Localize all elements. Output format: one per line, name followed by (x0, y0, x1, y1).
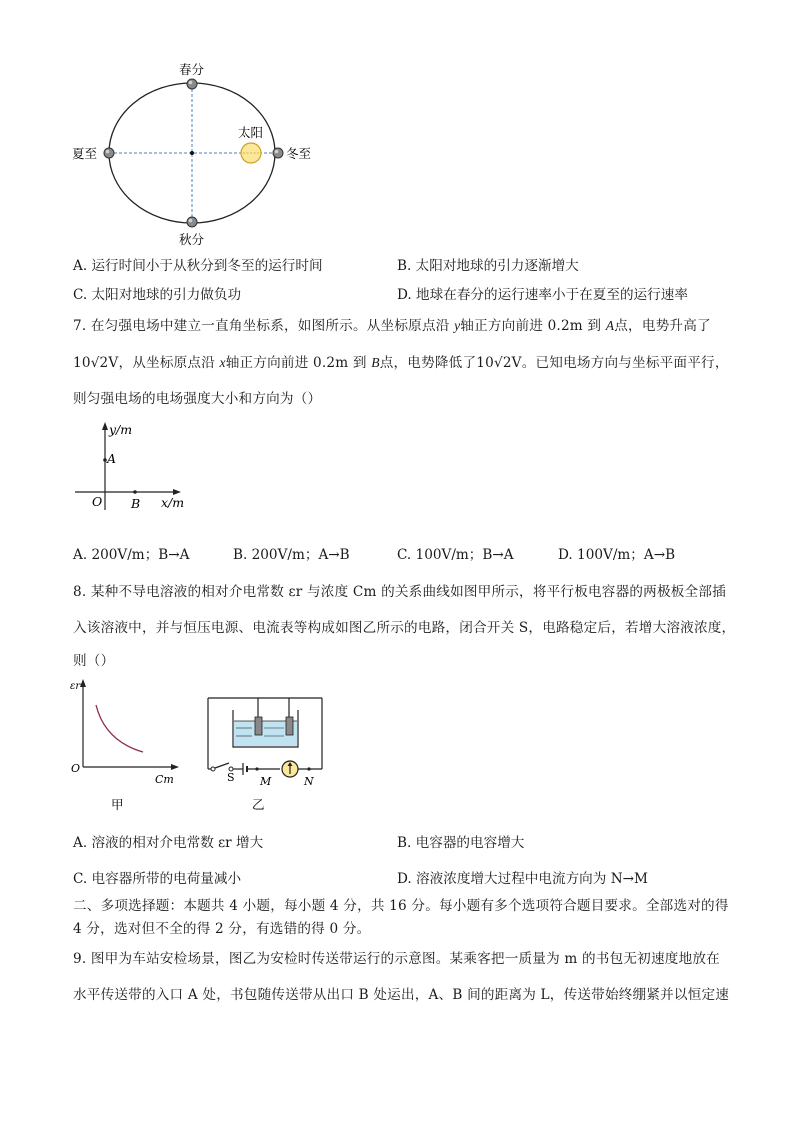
q8-option-c: C. 电容器所带的电荷量减小 (73, 871, 242, 887)
earth-spring-icon (187, 79, 197, 89)
section2-line-2: 4 分，选对但不全的得 2 分，有选错的得 0 分。 (73, 921, 371, 937)
q6-option-c: C. 太阳对地球的引力做负功 (73, 287, 242, 303)
label-sun: 太阳 (238, 125, 264, 140)
label-summer: 夏至 (72, 146, 98, 161)
earth-winter-icon (273, 148, 283, 158)
label-autumn: 秋分 (179, 232, 205, 247)
q7-line-1: 7. 在匀强电场中建立一直角坐标系，如图所示。从坐标原点沿 y轴正方向前进 0.2m 到 A点，电势升高了 (73, 318, 711, 334)
q7-line-2: 10√2V，从坐标原点沿 x轴正方向前进 0.2m 到 B点，电势降低了10√2V。已知电场方向与坐标平面平行， (73, 355, 729, 371)
label-m: M (260, 775, 272, 788)
q6-option-a: A. 运行时间小于从秋分到冬至的运行时间 (73, 258, 323, 274)
orbit-figure (60, 55, 330, 255)
jia-origin-label: O (71, 762, 81, 775)
point-a-label: A (107, 451, 117, 466)
q8-figure-yi (200, 690, 330, 815)
jia-curve (96, 705, 143, 752)
yi-caption: 乙 (252, 797, 265, 812)
label-n: N (304, 775, 314, 788)
switch-lever (215, 763, 229, 768)
capacitor-plate-left (255, 717, 262, 735)
jia-caption: 甲 (111, 797, 124, 812)
q8-option-a: A. 溶液的相对介电常数 εr 增大 (73, 835, 264, 851)
x-axis-label: x/m (161, 495, 185, 510)
q7-option-c: C. 100V/m；B→A (397, 547, 514, 563)
q7-option-d: D. 100V/m；A→B (558, 547, 676, 563)
label-spring: 春分 (179, 62, 205, 77)
q9-line-2: 水平传送带的入口 A 处，书包随传送带从出口 B 处运出，A、B 间的距离为 L，传送带始终绷紧并以恒定速 (73, 987, 730, 1003)
q6-option-b: B. 太阳对地球的引力逐渐增大 (397, 258, 579, 274)
jia-y-axis-arrow-icon (80, 679, 86, 687)
q7-option-b: B. 200V/m；A→B (233, 547, 350, 563)
q8-option-b: B. 电容器的电容增大 (397, 835, 525, 851)
jia-y-label: εr (70, 681, 81, 692)
q8-option-d: D. 溶液浓度增大过程中电流方向为 N→M (397, 871, 648, 887)
q7-option-a: A. 200V/m；B→A (73, 547, 190, 563)
capacitor-plate-right (286, 717, 293, 735)
label-s: S (227, 771, 235, 784)
earth-autumn-icon (187, 217, 197, 227)
q7-line-3: 则匀强电场的电场强度大小和方向为（） (73, 391, 322, 407)
y-axis-label: y/m (109, 422, 133, 437)
orbit-center-dot (190, 151, 194, 155)
q8-line-1: 8. 某种不导电溶液的相对介电常数 εr 与浓度 Cm 的关系曲线如图甲所示，将平行板电容器的两极板全部插 (73, 584, 726, 600)
q8-figure-jia (65, 675, 185, 815)
q7-coordinate-figure (65, 418, 205, 518)
section2-line-1: 二、多项选择题：本题共 4 小题，每小题 4 分，共 16 分。每小题有多个选项符合题目要求。全部选对的得 (73, 898, 729, 914)
jia-x-label: Cm (155, 773, 174, 786)
y-axis-arrow-icon (102, 422, 108, 430)
q8-line-2: 入该溶液中，并与恒压电源、电流表等构成如图乙所示的电路，闭合开关 S，电路稳定后，若增大溶液浓度， (73, 620, 736, 636)
earth-summer-icon (104, 148, 114, 158)
q8-line-3: 则（） (73, 653, 115, 669)
q9-line-1: 9. 图甲为车站安检场景，图乙为安检时传送带运行的示意图。某乘客把一质量为 m 的书包无初速度地放在 (73, 951, 720, 967)
q6-option-d: D. 地球在春分的运行速率小于在夏至的运行速率 (397, 287, 688, 303)
origin-label: O (92, 494, 103, 509)
jia-x-axis-arrow-icon (171, 764, 179, 770)
point-b-label: B (131, 496, 141, 511)
label-winter: 冬至 (286, 146, 312, 161)
point-b (133, 490, 137, 494)
